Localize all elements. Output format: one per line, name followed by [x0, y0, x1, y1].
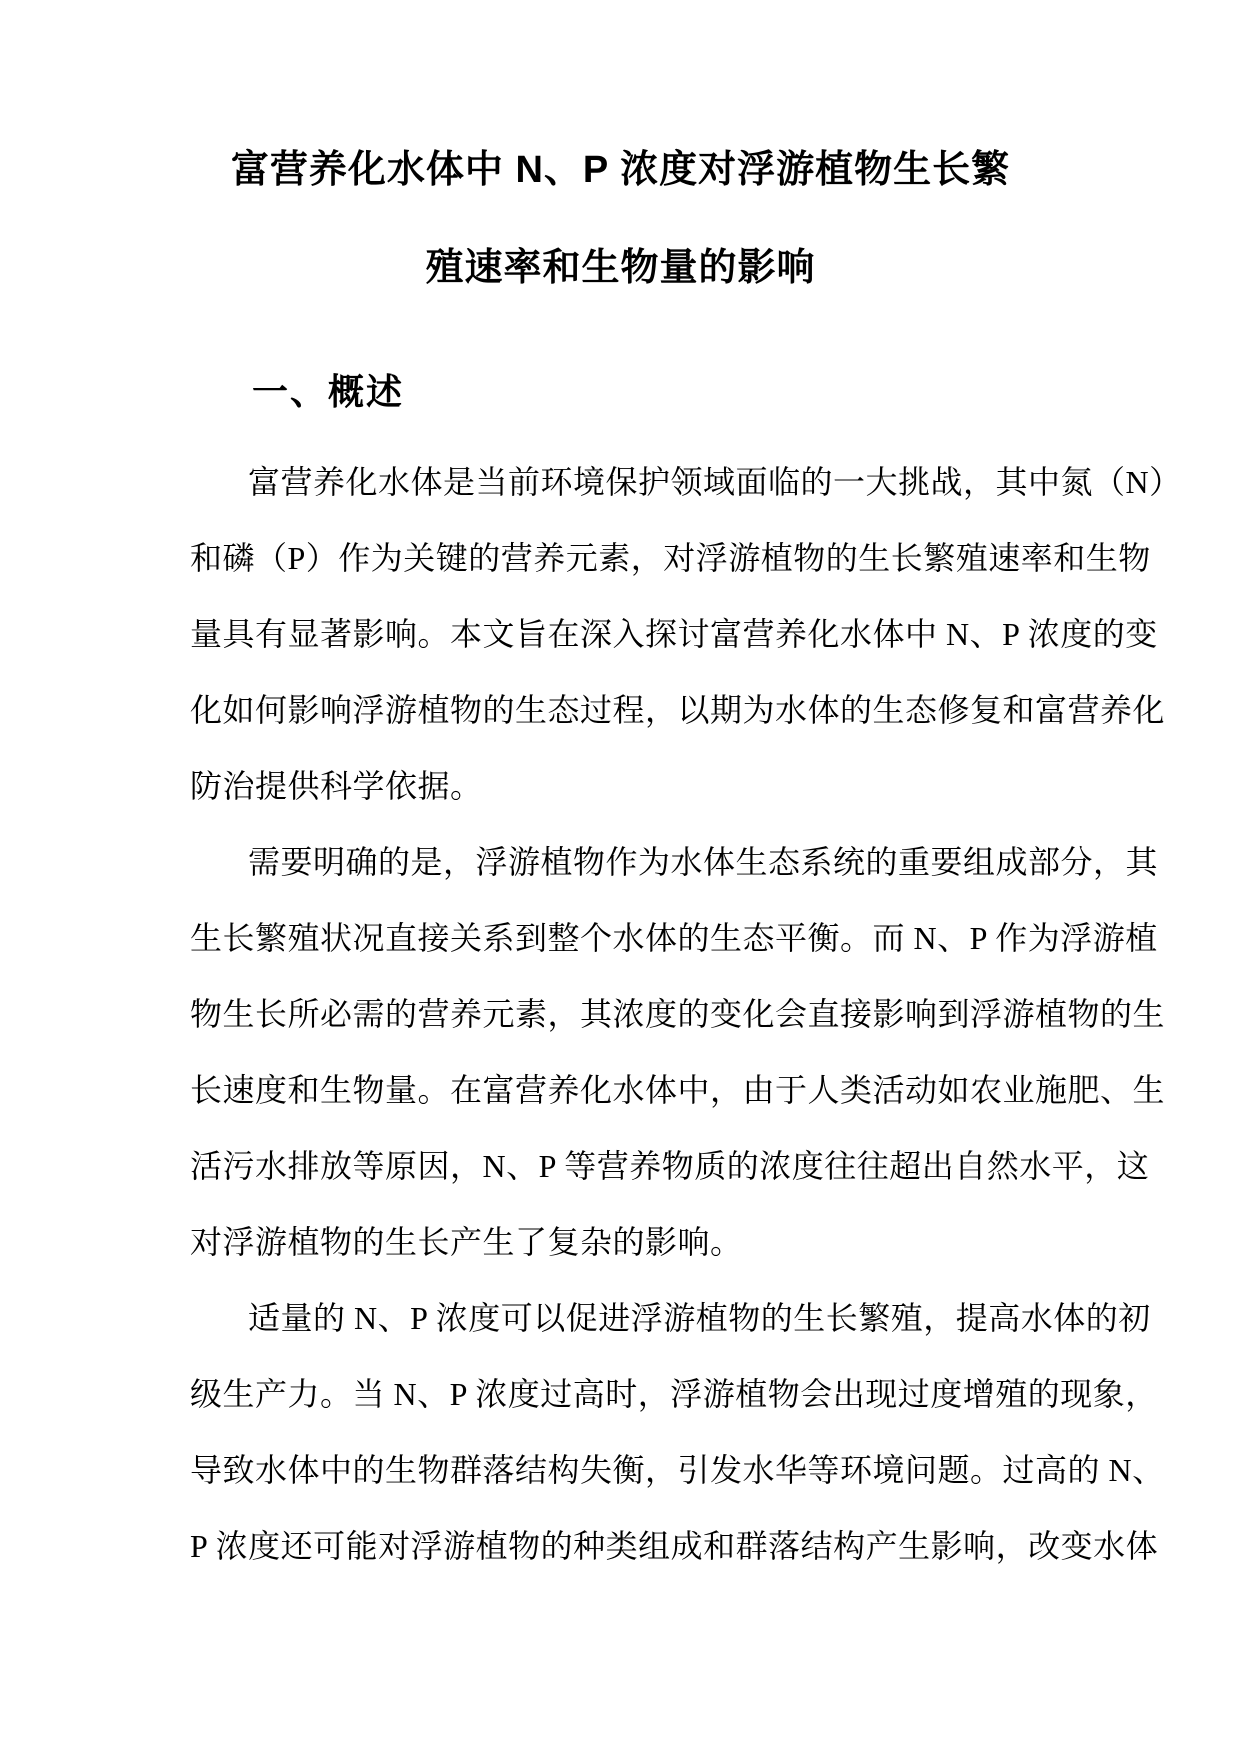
text-line: 级生产力。当 N、P 浓度过高时，浮游植物会出现过度增殖的现象，	[190, 1376, 1158, 1412]
text-line: 对浮游植物的生长产生了复杂的影响。	[190, 1224, 743, 1260]
document-body	[190, 444, 1180, 1584]
document-title-line-2: 殖速率和生物量的影响	[425, 247, 816, 289]
paragraph-3	[190, 1280, 1180, 1584]
text-line: 活污水排放等原因，N、P 等营养物质的浓度往往超出自然水平，这	[190, 1148, 1150, 1184]
text-line: 生长繁殖状况直接关系到整个水体的生态平衡。而 N、P 作为浮游植	[190, 920, 1158, 956]
text-line: 和磷（P）作为关键的营养元素，对浮游植物的生长繁殖速率和生物	[190, 540, 1151, 576]
text-line: 适量的 N、P 浓度可以促进浮游植物的生长繁殖，提高水体的初	[248, 1300, 1151, 1336]
text-line: 导致水体中的生物群落结构失衡，引发水华等环境问题。过高的 N、	[190, 1452, 1165, 1488]
text-line: 化如何影响浮游植物的生态过程，以期为水体的生态修复和富营养化	[190, 692, 1166, 728]
text-line: 需要明确的是，浮游植物作为水体生态系统的重要组成部分，其	[248, 844, 1159, 880]
text-line: P 浓度还可能对浮游植物的种类组成和群落结构产生影响，改变水体	[190, 1528, 1159, 1564]
text-line: 长速度和生物量。在富营养化水体中，由于人类活动如农业施肥、生	[190, 1072, 1166, 1108]
text-line: 富营养化水体是当前环境保护领域面临的一大挑战，其中氮（N）	[248, 464, 1182, 500]
text-line: 量具有显著影响。本文旨在深入探讨富营养化水体中 N、P 浓度的变	[190, 616, 1158, 652]
paragraph-2	[190, 824, 1180, 1280]
document-title	[0, 0, 1241, 290]
paragraph-1	[190, 444, 1180, 824]
section-heading-overview: 一、概述	[252, 371, 405, 412]
text-line: 物生长所必需的营养元素，其浓度的变化会直接影响到浮游植物的生	[190, 996, 1166, 1032]
text-line: 防治提供科学依据。	[190, 768, 483, 804]
document-title-line-1: 富营养化水体中 N、P 浓度对浮游植物生长繁	[230, 149, 1011, 191]
